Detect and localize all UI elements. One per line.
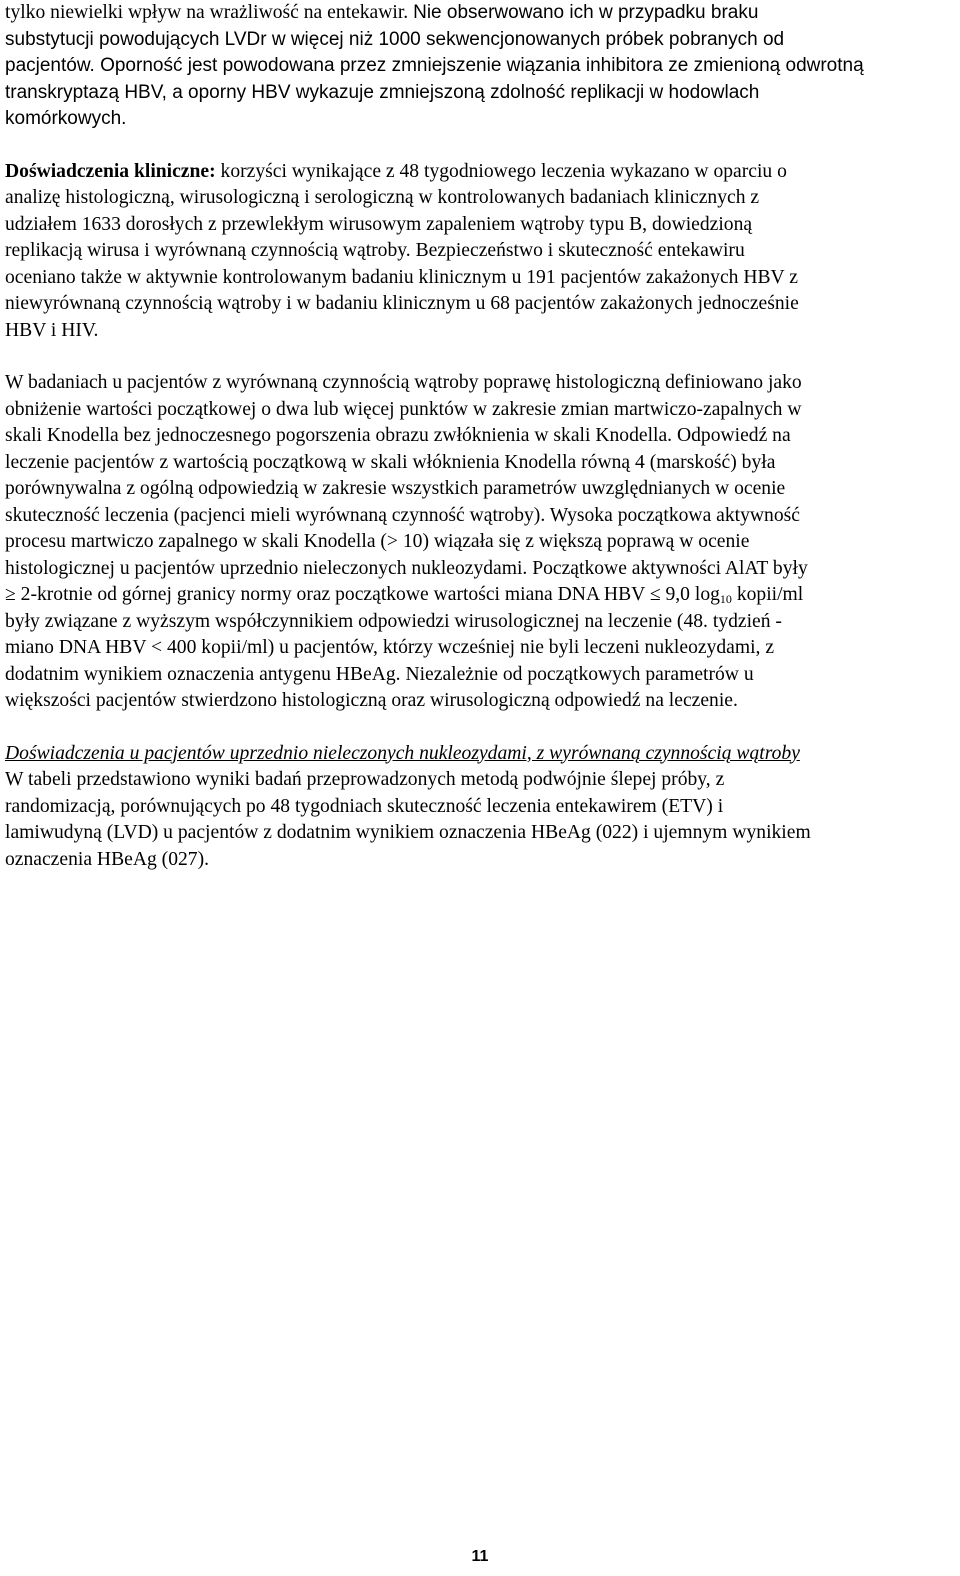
text-run: korzyści wynikające z 48 tygodniowego leczenia wykazano w oparciu o — [215, 160, 787, 182]
text-line: niewyrównaną czynnością wątroby i w badaniu klinicznym u 68 pacjentów zakażonych jednocześnie — [5, 293, 799, 314]
subscript: 10 — [719, 592, 732, 606]
paragraph-untreated-patients — [5, 741, 955, 874]
text-line: większości pacjentów stwierdzono histologiczną oraz wirusologiczną odpowiedź na leczenie. — [5, 690, 738, 711]
section-heading: Doświadczenia u pacjentów uprzednio nieleczonych nukleozydami, z wyrównaną czynnością wątroby — [5, 742, 800, 764]
paragraph-clinical-experience — [5, 159, 955, 345]
text-line: komórkowych. — [5, 108, 127, 129]
page-number: 11 — [471, 1548, 489, 1565]
text-line: lamiwudyną (LVD) u pacjentów z dodatnim wynikiem oznaczenia HBeAg (022) i ujemnym wynikiem — [5, 822, 811, 843]
text-line: udziałem 1633 dorosłych z przewlekłym wirusowym zapaleniem wątroby typu B, dowiedzioną — [5, 213, 753, 235]
text-line — [5, 159, 955, 186]
text-line: skali Knodella bez jednoczesnego pogorszenia obrazu zwłóknienia w skali Knodella. Odpowiedź na — [5, 425, 791, 446]
text-line: leczenie pacjentów z wartością początkową w skali włóknienia Knodella równą 4 (marskość) była — [5, 451, 776, 473]
paragraph-resistance — [5, 0, 955, 133]
paragraph-histology — [5, 370, 955, 715]
text-line: W tabeli przedstawiono wyniki badań przeprowadzonych metodą podwójnie ślepej próby, z — [5, 769, 725, 790]
text-line: porównywalna z ogólną odpowiedzią w zakresie wszystkich parametrów uwzględnianych w ocenie — [5, 478, 786, 499]
text-line: miano DNA HBV < 400 kopii/ml) u pacjentów, którzy wcześniej nie byli leczeni nukleozydami, z — [5, 637, 775, 658]
text-run: Bezpieczeństwo i skuteczność entekawiru — [415, 240, 745, 261]
text-line: analizę histologiczną, wirusologiczną i serologiczną w kontrolowanych badaniach klinicznych z — [5, 187, 760, 208]
text-line: W badaniach u pacjentów z wyrównaną czynnością wątroby poprawę histologiczną definiowano jako — [5, 372, 802, 393]
text-line: oceniano także w aktywnie kontrolowanym badaniu klinicznym u 191 pacjentów zakażonych HBV z — [5, 266, 798, 288]
document-page — [5, 0, 955, 873]
text-line — [5, 53, 955, 80]
text-line: były związane z wyższym współczynnikiem odpowiedzi wirusologicznej na leczenie (48. tydzień - — [5, 610, 782, 632]
text-run: ≥ 2-krotnie od górnej granicy normy oraz początkowe wartości miana DNA HBV ≤ 9,0 log — [5, 584, 720, 605]
text-run: Oporność jest powodowana przez zmniejszenie wiązania inhibitora ze zmienioną odwrotną — [100, 55, 864, 76]
text-run: replikacją wirusa i wyrównaną czynnością wątroby. — [5, 240, 416, 261]
text-line: transkryptazą HBV, a oporny HBV wykazuje zmniejszoną zdolność replikacji w hodowlach — [5, 81, 760, 103]
text-line: procesu martwiczo zapalnego w skali Knodella (> 10) wiązała się z większą poprawą w ocenie — [5, 531, 750, 552]
text-run: tylko niewielki wpływ na wrażliwość na entekawir. — [5, 2, 414, 23]
text-line: skuteczność leczenia (pacjenci mieli wyrównaną czynność wątroby). Wysoka początkowa aktywność — [5, 504, 800, 526]
text-line — [5, 0, 955, 27]
text-line: histologicznej u pacjentów uprzednio nieleczonych nukleozydami. Początkowe aktywności AlAT były — [5, 557, 808, 579]
text-line — [5, 238, 955, 265]
text-line: obniżenie wartości początkowej o dwa lub więcej punktów w zakresie zmian martwiczo-zapalnych w — [5, 398, 802, 420]
text-run: Nie obserwowano ich w przypadku braku — [413, 2, 759, 23]
text-line: dodatnim wynikiem oznaczenia antygenu HBeAg. Niezależnie od początkowych parametrów u — [5, 663, 754, 685]
text-line: substytucji powodujących LVDr w więcej niż 1000 sekwencjonowanych próbek pobranych od — [5, 28, 785, 50]
text-line: oznaczenia HBeAg (027). — [5, 848, 210, 870]
section-label: Doświadczenia kliniczne: — [5, 160, 216, 182]
text-run: kopii/ml — [731, 584, 804, 605]
text-line — [5, 582, 955, 609]
text-line: HBV i HIV. — [5, 319, 99, 341]
text-run: pacjentów. — [5, 55, 101, 76]
text-line: randomizacją, porównujących po 48 tygodniach skuteczność leczenia entekawirem (ETV) i — [5, 795, 724, 817]
